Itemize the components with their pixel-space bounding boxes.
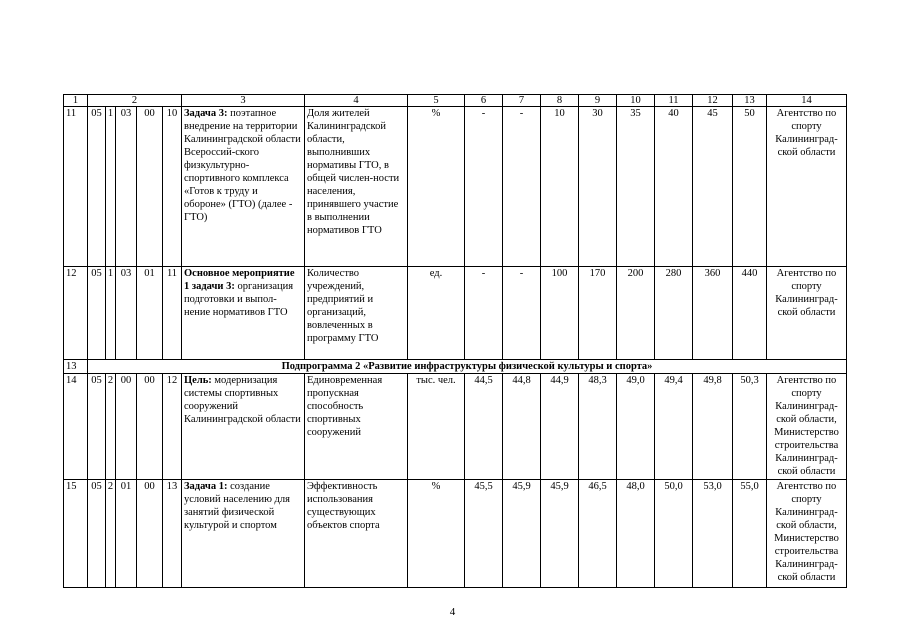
- header-cell: 4: [305, 95, 408, 107]
- name-bold: Цель:: [184, 375, 212, 386]
- header-cell: 7: [503, 95, 541, 107]
- indicator-cell: Доля жителей Калининградской области, выполнивших нормативы ГТО, в общей числен-ности населения, принявшего участие в выполнении нормативов ГТО: [305, 107, 408, 267]
- value-cell: 45: [693, 107, 733, 267]
- value-cell: 53,0: [693, 480, 733, 588]
- code-cell: 03: [116, 107, 137, 267]
- table-body: [64, 95, 847, 588]
- value-cell: 35: [617, 107, 655, 267]
- name-cell: [182, 107, 305, 267]
- header-cell: 5: [408, 95, 465, 107]
- unit-cell: %: [408, 480, 465, 588]
- table-row: [64, 374, 847, 480]
- header-cell: 6: [465, 95, 503, 107]
- name-text: организация подготовки и выпол-нение нормативов ГТО: [184, 281, 294, 318]
- code-cell: 05: [88, 480, 106, 588]
- code-cell: 00: [137, 374, 163, 480]
- value-cell: 100: [541, 267, 579, 360]
- header-cell: 1: [64, 95, 88, 107]
- value-cell: 10: [541, 107, 579, 267]
- value-cell: 49,8: [693, 374, 733, 480]
- indicator-cell: Эффективность использования существующих объектов спорта: [305, 480, 408, 588]
- value-cell: 440: [733, 267, 767, 360]
- header-cell: 11: [655, 95, 693, 107]
- value-cell: 55,0: [733, 480, 767, 588]
- value-cell: 280: [655, 267, 693, 360]
- value-cell: 48,3: [579, 374, 617, 480]
- code-cell: 00: [137, 107, 163, 267]
- page-number: 4: [449, 606, 456, 618]
- value-cell: 49,4: [655, 374, 693, 480]
- header-cell: 9: [579, 95, 617, 107]
- table-row: [64, 107, 847, 267]
- value-cell: 45,9: [541, 480, 579, 588]
- row-number: 15: [64, 480, 88, 588]
- name-bold: Задача 1:: [184, 481, 228, 492]
- code-cell: 01: [137, 267, 163, 360]
- name-cell: [182, 267, 305, 360]
- unit-cell: %: [408, 107, 465, 267]
- value-cell: -: [465, 267, 503, 360]
- value-cell: 44,5: [465, 374, 503, 480]
- value-cell: 45,9: [503, 480, 541, 588]
- name-text: поэтапное внедрение на территории Калининградской области Всероссий-ского физкультурно-спортивного комплекса «Готов к труду и обороне» (ГТО) (далее - ГТО): [184, 108, 301, 223]
- row-number: 11: [64, 107, 88, 267]
- value-cell: 48,0: [617, 480, 655, 588]
- value-cell: -: [503, 267, 541, 360]
- value-cell: 40: [655, 107, 693, 267]
- code-cell: 05: [88, 374, 106, 480]
- row-number: 12: [64, 267, 88, 360]
- value-cell: 49,0: [617, 374, 655, 480]
- code-cell: 05: [88, 267, 106, 360]
- table-row: [64, 267, 847, 360]
- code-cell: 10: [163, 107, 182, 267]
- header-cell: 2: [88, 95, 182, 107]
- code-cell: 1: [106, 107, 116, 267]
- indicator-cell: Количество учреждений, предприятий и организаций, вовлеченных в программу ГТО: [305, 267, 408, 360]
- code-cell: 1: [106, 267, 116, 360]
- name-text: модернизация системы спортивных сооружений Калининградской области: [184, 375, 301, 425]
- value-cell: 44,9: [541, 374, 579, 480]
- value-cell: 44,8: [503, 374, 541, 480]
- indicators-table: [63, 94, 847, 588]
- value-cell: 50: [733, 107, 767, 267]
- header-cell: 3: [182, 95, 305, 107]
- code-cell: 05: [88, 107, 106, 267]
- row-number: 13: [64, 360, 88, 374]
- value-cell: 46,5: [579, 480, 617, 588]
- unit-cell: ед.: [408, 267, 465, 360]
- header-cell: 10: [617, 95, 655, 107]
- code-cell: 2: [106, 480, 116, 588]
- code-cell: 13: [163, 480, 182, 588]
- name-cell: [182, 480, 305, 588]
- table-row: [64, 480, 847, 588]
- header-cell: 13: [733, 95, 767, 107]
- subprogram-row: [64, 360, 847, 374]
- name-bold: Задача 3:: [184, 108, 228, 119]
- value-cell: 50,0: [655, 480, 693, 588]
- header-row: [64, 95, 847, 107]
- code-cell: 00: [137, 480, 163, 588]
- name-cell: [182, 374, 305, 480]
- code-cell: 11: [163, 267, 182, 360]
- header-cell: 8: [541, 95, 579, 107]
- name-bold: Основное мероприятие 1 задачи 3:: [184, 268, 295, 292]
- value-cell: 360: [693, 267, 733, 360]
- subprogram-title: Подпрограмма 2 «Развитие инфраструктуры физической культуры и спорта»: [88, 360, 847, 374]
- value-cell: 30: [579, 107, 617, 267]
- header-cell: 14: [767, 95, 847, 107]
- executor-cell: Агентство по спорту Калининград-ской области, Министерство строительства Калининград-ской области: [767, 374, 847, 480]
- code-cell: 00: [116, 374, 137, 480]
- row-number: 14: [64, 374, 88, 480]
- value-cell: 170: [579, 267, 617, 360]
- header-cell: 12: [693, 95, 733, 107]
- code-cell: 2: [106, 374, 116, 480]
- value-cell: 50,3: [733, 374, 767, 480]
- code-cell: 01: [116, 480, 137, 588]
- name-text: создание условий населению для занятий физической культурой и спортом: [184, 481, 290, 531]
- value-cell: -: [503, 107, 541, 267]
- value-cell: 45,5: [465, 480, 503, 588]
- unit-cell: тыс. чел.: [408, 374, 465, 480]
- executor-cell: Агентство по спорту Калининград-ской области: [767, 267, 847, 360]
- executor-cell: Агентство по спорту Калининград-ской области, Министерство строительства Калининград-ской области: [767, 480, 847, 588]
- code-cell: 03: [116, 267, 137, 360]
- value-cell: -: [465, 107, 503, 267]
- indicator-cell: Единовременная пропускная способность спортивных сооружений: [305, 374, 408, 480]
- executor-cell: Агентство по спорту Калининград-ской области: [767, 107, 847, 267]
- value-cell: 200: [617, 267, 655, 360]
- code-cell: 12: [163, 374, 182, 480]
